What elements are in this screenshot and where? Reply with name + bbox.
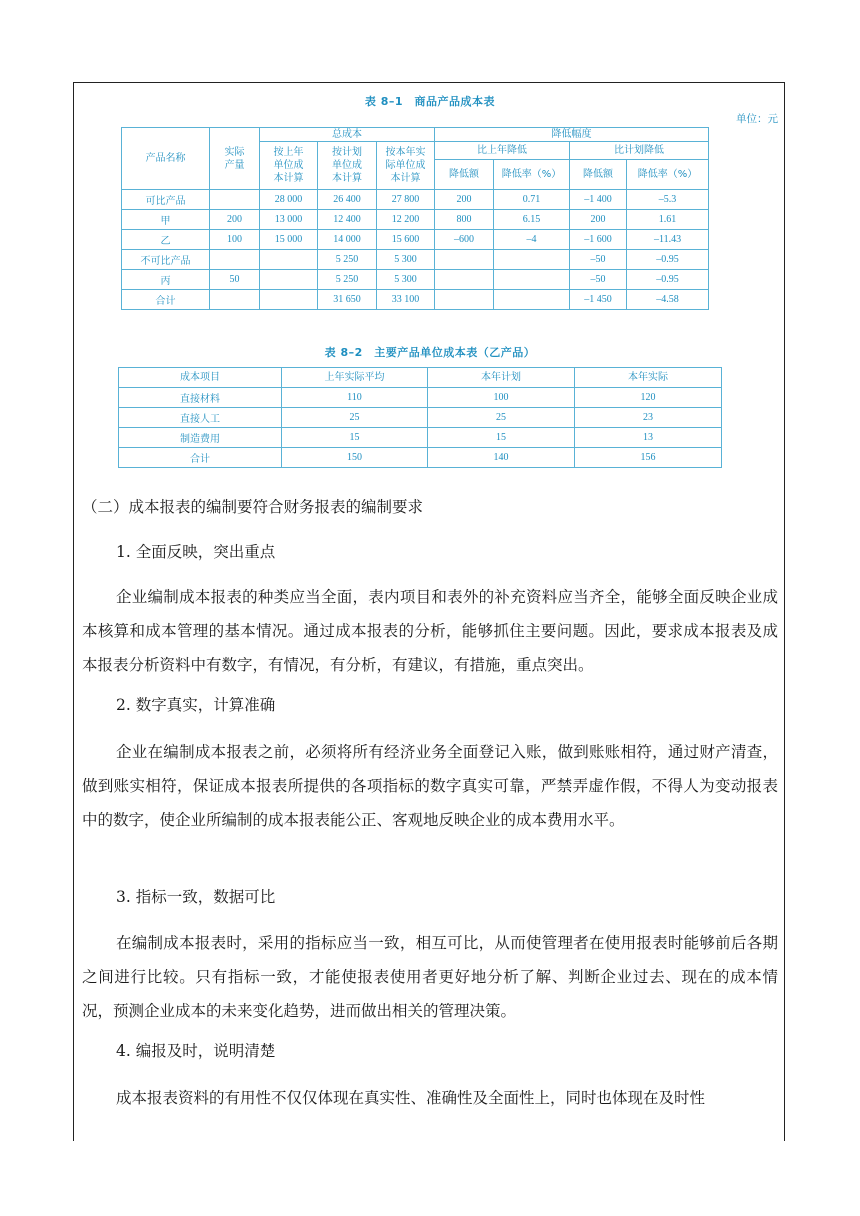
point-2-paragraph: 企业在编制成本报表之前，必须将所有经济业务全面登记入账，做到账账相符，通过财产清查，做到账实相符，保证成本报表所提供的各项指标的数字真实可靠，严禁弄虚作假，不得人为变动报表中的数字，使企业所编制的成本报表能公正、客观地反映企业的成本费用水平。: [82, 743, 778, 829]
table1-value-cell: 1.61: [627, 210, 709, 230]
table1-value-cell: [435, 250, 494, 270]
table1-value-cell: –4: [494, 230, 570, 250]
table1-value-cell: [260, 290, 318, 310]
table2-value-cell: 23: [575, 408, 722, 428]
table1-value-cell: –50: [570, 250, 627, 270]
header-reduction: 降低幅度: [435, 128, 709, 142]
table1-value-cell: –600: [435, 230, 494, 250]
table1-row: [122, 230, 709, 250]
header-vs-plan: 比计划降低: [570, 142, 709, 160]
point-4-heading: 4. 编报及时，说明清楚: [116, 1042, 276, 1060]
table1-value-cell: –11.43: [627, 230, 709, 250]
table1-value-cell: [494, 290, 570, 310]
header-total-cost: 总成本: [260, 128, 435, 142]
table2-row: [119, 448, 722, 468]
table1-value-cell: –1 400: [570, 190, 627, 210]
point-3-heading: 3. 指标一致，数据可比: [116, 888, 276, 906]
header-rate-1: 降低率（%）: [494, 160, 570, 190]
table1-value-cell: 6.15: [494, 210, 570, 230]
table1-value-cell: 33 100: [377, 290, 435, 310]
table1-value-cell: 5 300: [377, 250, 435, 270]
table1-value-cell: 0.71: [494, 190, 570, 210]
table1-value-cell: 28 000: [260, 190, 318, 210]
table2-row: [119, 388, 722, 408]
point-3-paragraph: 在编制成本报表时，采用的指标应当一致，相互可比，从而使管理者在使用报表时能够前后各期之间进行比较。只有指标一致，才能使报表使用者更好地分析了解、判断企业过去、现在的成本情况，预测企业成本的未来变化趋势，进而做出相关的管理决策。: [82, 934, 778, 1020]
table1-unit: 单位：元: [736, 113, 778, 125]
table2-value-cell: 15: [428, 428, 575, 448]
table1-value-cell: –0.95: [627, 250, 709, 270]
table1-row: [122, 290, 709, 310]
header-vs-last-year: 比上年降低: [435, 142, 570, 160]
header-amount-2: 降低额: [570, 160, 627, 190]
table1-value-cell: [210, 250, 260, 270]
table1-value-cell: [210, 290, 260, 310]
table2-item-cell: 合计: [119, 448, 282, 468]
header-product: 产品名称: [122, 128, 210, 190]
table1-caption: 表 8–1 商品产品成本表: [364, 95, 496, 108]
table1-row: [122, 190, 709, 210]
header-rate-2: 降低率（%）: [627, 160, 709, 190]
table1-value-cell: 14 000: [318, 230, 377, 250]
table2-value-cell: 150: [282, 448, 428, 468]
table1-product-cell: 乙: [122, 230, 210, 250]
table1-value-cell: –1 450: [570, 290, 627, 310]
table1-value-cell: 12 200: [377, 210, 435, 230]
header-plan-cost: 按计划 单位成 本计算: [318, 142, 377, 190]
table1-value-cell: 5 250: [318, 250, 377, 270]
table1-product-cell: 合计: [122, 290, 210, 310]
table1-value-cell: 100: [210, 230, 260, 250]
point-1-paragraph: 企业编制成本报表的种类应当全面，表内项目和表外的补充资料应当齐全，能够全面反映企业成本核算和成本管理的基本情况。通过成本报表的分析，能够抓住主要问题。因此，要求成本报表及成本报表分析资料中有数字，有情况，有分析，有建议，有措施，重点突出。: [82, 588, 778, 674]
point-2-heading: 2. 数字真实，计算准确: [116, 696, 276, 714]
table1-value-cell: 50: [210, 270, 260, 290]
table1-product-cell: 甲: [122, 210, 210, 230]
table1-value-cell: 31 650: [318, 290, 377, 310]
table1-value-cell: 26 400: [318, 190, 377, 210]
table2-value-cell: 120: [575, 388, 722, 408]
header-this-year-plan: 本年计划: [428, 368, 575, 388]
point-1-heading: 1. 全面反映，突出重点: [116, 543, 276, 561]
table1-value-cell: 200: [435, 190, 494, 210]
table1-value-cell: [260, 250, 318, 270]
table1-row: [122, 270, 709, 290]
table1-value-cell: [494, 270, 570, 290]
table1-value-cell: –5.3: [627, 190, 709, 210]
table1-value-cell: [260, 270, 318, 290]
table1-value-cell: [494, 250, 570, 270]
header-last-year-avg: 上年实际平均: [282, 368, 428, 388]
header-qty: 实际 产量: [210, 128, 260, 190]
table1-value-cell: 5 300: [377, 270, 435, 290]
section-heading: （二）成本报表的编制要符合财务报表的编制要求: [82, 498, 424, 516]
table1-value-cell: 13 000: [260, 210, 318, 230]
table2-value-cell: 110: [282, 388, 428, 408]
table1-value-cell: 27 800: [377, 190, 435, 210]
table2-value-cell: 25: [428, 408, 575, 428]
table1-product-cell: 丙: [122, 270, 210, 290]
table1-product-cell: 不可比产品: [122, 250, 210, 270]
table1-value-cell: –1 600: [570, 230, 627, 250]
table2-caption: 表 8–2 主要产品单位成本表（乙产品）: [324, 346, 536, 359]
table2-value-cell: 13: [575, 428, 722, 448]
table1-value-cell: –0.95: [627, 270, 709, 290]
table1-value-cell: –50: [570, 270, 627, 290]
header-last-year-cost: 按上年 单位成 本计算: [260, 142, 318, 190]
table1-value-cell: 15 000: [260, 230, 318, 250]
point-4-paragraph: 成本报表资料的有用性不仅仅体现在真实性、准确性及全面性上，同时也体现在及时性: [116, 1089, 706, 1107]
table2-row: [119, 428, 722, 448]
table2-item-cell: 直接人工: [119, 408, 282, 428]
header-actual-cost: 按本年实 际单位成 本计算: [377, 142, 435, 190]
table1-value-cell: [210, 190, 260, 210]
table2-value-cell: 156: [575, 448, 722, 468]
table1-value-cell: [435, 290, 494, 310]
table1-value-cell: 200: [570, 210, 627, 230]
table1-row: [122, 210, 709, 230]
table1-value-cell: 12 400: [318, 210, 377, 230]
header-cost-item: 成本项目: [119, 368, 282, 388]
table2-item-cell: 制造费用: [119, 428, 282, 448]
table2-value-cell: 140: [428, 448, 575, 468]
table1-value-cell: 800: [435, 210, 494, 230]
table1-product-cell: 可比产品: [122, 190, 210, 210]
table2-value-cell: 100: [428, 388, 575, 408]
table1-value-cell: 200: [210, 210, 260, 230]
table1-value-cell: [435, 270, 494, 290]
table1-row: [122, 250, 709, 270]
table2-row: [119, 408, 722, 428]
cost-table-8-1: [121, 127, 709, 310]
table2-value-cell: 25: [282, 408, 428, 428]
table1-value-cell: –4.58: [627, 290, 709, 310]
table1-value-cell: 15 600: [377, 230, 435, 250]
header-amount-1: 降低额: [435, 160, 494, 190]
table1-value-cell: 5 250: [318, 270, 377, 290]
unit-cost-table-8-2: [118, 367, 722, 468]
header-this-year-actual: 本年实际: [575, 368, 722, 388]
table2-item-cell: 直接材料: [119, 388, 282, 408]
table2-value-cell: 15: [282, 428, 428, 448]
